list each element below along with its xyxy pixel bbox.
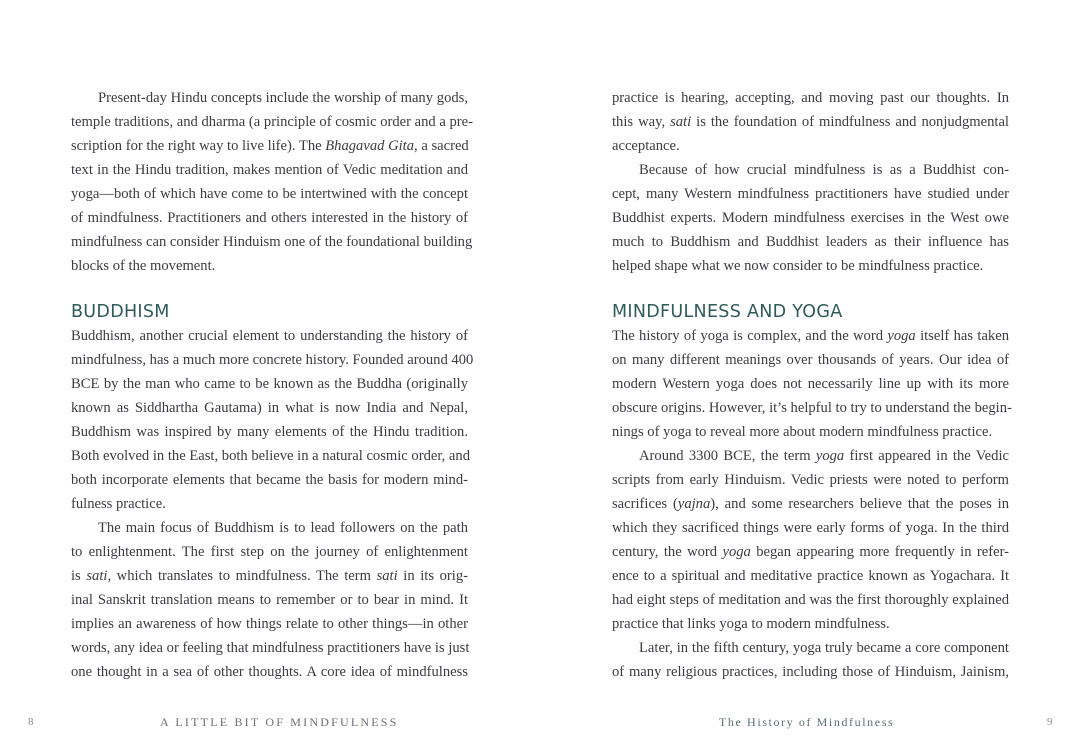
text-line: acceptance. (612, 138, 680, 154)
text-line: Later, in the fifth century, yoga truly became a core component (639, 640, 1009, 656)
text-line: Buddhism, another crucial element to understanding the history of (71, 328, 468, 344)
text-line: The main focus of Buddhism is to lead followers on the path (98, 520, 468, 536)
page-number: 9 (1047, 716, 1053, 728)
text-line: practice is hearing, accepting, and moving past our thoughts. In (612, 90, 1009, 106)
text-line: Present-day Hindu concepts include the worship of many gods, (98, 90, 468, 106)
text-line: had eight steps of meditation and was the first thoroughly explained (612, 592, 1009, 608)
italic-term: yajna (677, 496, 711, 512)
text-line: text in the Hindu tradition, makes mention of Vedic meditation and (71, 162, 468, 178)
italic-term: Bhagavad Gita (325, 138, 415, 154)
text-line: is sati, which translates to mindfulness. The term sati in its orig- (71, 568, 468, 584)
page-number: 8 (28, 716, 34, 728)
italic-term: yoga (815, 448, 845, 464)
text-line: temple traditions, and dharma (a principle of cosmic order and a pre- (71, 114, 473, 130)
paragraph (612, 444, 1009, 636)
text-line: scription for the right way to live life). The Bhagavad Gita, a sacred (71, 138, 469, 154)
text-line: of mindfulness. Practitioners and others interested in the history of (71, 210, 468, 226)
text-line: mindfulness can consider Hinduism one of the foundational building (71, 234, 473, 250)
text-line: sacrifices (yajna), and some researchers believe that the poses in (612, 496, 1009, 512)
text-line: The history of yoga is complex, and the word yoga itself has taken (612, 328, 1009, 344)
text-line: both incorporate elements that became the basis for modern mind- (71, 472, 468, 488)
paragraph (71, 516, 468, 684)
running-head-book-title: A LITTLE BIT OF MINDFULNESS (160, 715, 399, 729)
italic-term: yoga (887, 328, 916, 344)
right-text-column (612, 86, 1012, 684)
text-line: practice that links yoga to modern mindfulness. (612, 616, 890, 632)
italic-term: yoga (722, 544, 751, 560)
paragraph (71, 86, 473, 278)
paragraph (612, 86, 1009, 158)
section-heading-mindfulness-and-yoga: MINDFULNESS AND YOGA (612, 302, 843, 322)
text-line: ence to a spiritual and meditative practice known as Yogachara. It (612, 568, 1009, 584)
text-line: Both evolved in the East, both believe in a natural cosmic order, and (71, 448, 471, 464)
text-line: to enlightenment. The first step on the journey of enlightenment (71, 544, 468, 560)
text-line: Around 3300 BCE, the term yoga first appeared in the Vedic (639, 448, 1009, 464)
section-heading-buddhism: BUDDHISM (71, 302, 170, 322)
text-line: blocks of the movement. (71, 258, 216, 274)
text-line: BCE by the man who came to be known as the Buddha (originally (71, 376, 468, 392)
text-line: helped shape what we now consider to be mindfulness practice. (612, 258, 984, 274)
text-line: on many different meanings over thousands of years. Our idea of (612, 352, 1009, 368)
paragraph (612, 158, 1009, 278)
text-line: words, any idea or feeling that mindfulness practitioners have is just (71, 640, 470, 656)
italic-term: sati (670, 114, 692, 130)
text-line: implies an awareness of how things relate to other things—in other (71, 616, 468, 632)
text-line: Buddhism was inspired by many elements of the Hindu tradition. (71, 424, 468, 440)
text-line: which they sacrificed things were early forms of yoga. In the third (612, 520, 1009, 536)
running-head-chapter-title: The History of Mindfulness (719, 715, 895, 729)
text-line: known as Siddhartha Gautama) in what is now India and Nepal, (71, 400, 468, 416)
paragraph (612, 324, 1012, 444)
text-line: modern Western yoga does not necessarily line up with its more (612, 376, 1009, 392)
text-line: nings of yoga to reveal more about modern mindfulness practice. (612, 424, 993, 440)
text-line: century, the word yoga began appearing more frequently in refer- (612, 544, 1009, 560)
paragraph (71, 324, 474, 516)
right-page (540, 0, 1080, 756)
left-text-column (71, 86, 474, 684)
text-line: much to Buddhism and Buddhist leaders as their influence has (612, 234, 1009, 250)
text-line: scripts from early Hinduism. Vedic priests were noted to perform (612, 472, 1009, 488)
paragraph (612, 636, 1009, 684)
text-line: inal Sanskrit translation means to remember or to bear in mind. It (71, 592, 468, 608)
italic-term: sati (86, 568, 108, 584)
text-line: of many religious practices, including those of Hinduism, Jainism, (612, 664, 1009, 680)
text-line: cept, many Western mindfulness practitioners have studied under (612, 186, 1009, 202)
text-line: yoga—both of which have come to be intertwined with the concept (71, 186, 468, 202)
italic-term: sati (376, 568, 398, 584)
text-line: Buddhist experts. Modern mindfulness exercises in the West owe (612, 210, 1009, 226)
text-line: mindfulness, has a much more concrete history. Founded around 400 (71, 352, 474, 368)
text-line: Because of how crucial mindfulness is as a Buddhist con- (639, 162, 1009, 178)
text-line: one thought in a sea of other thoughts. A core idea of mindfulness (71, 664, 468, 680)
text-line: this way, sati is the foundation of mindfulness and nonjudgmental (612, 114, 1009, 130)
text-line: fulness practice. (71, 496, 166, 512)
text-line: obscure origins. However, it’s helpful to try to understand the begin- (612, 400, 1012, 416)
